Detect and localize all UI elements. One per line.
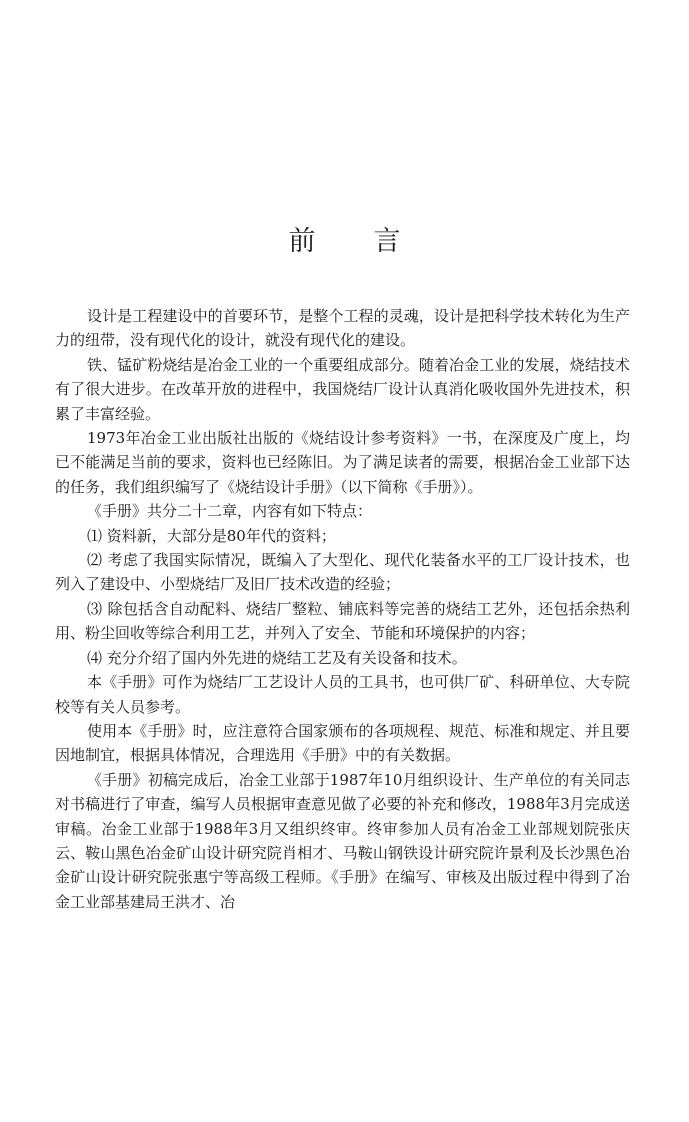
paragraph-audience: 本《手册》可作为烧结厂工艺设计人员的工具书，也可供厂矿、科研单位、大专院校等有关人员参考。 [55,673,630,716]
paragraph-features-intro: 《手册》共分二十二章，内容有如下特点： [87,502,373,521]
title-char-1: 前 [288,226,316,257]
title-char-2: 言 [373,226,401,257]
paragraph-review-history: 《手册》初稿完成后，冶金工业部于1987年10月组织设计、生产单位的有关同志对书稿进行了审查，编写人员根据审查意见做了必要的补充和修改，1988年3月完成送审稿。冶金工业部于1988年3月又组织终审。终审参加人员有冶金工业部规划院张庆云、鞍山黑色冶金矿山设计研究院肖相才、马鞍山钢铁设计研究院许景利及长沙黑色冶金矿山设计研究院张惠宁等高级工程师。《手册》在编写、审核及出版过程中得到了冶金工业部基建局王洪才、冶 [55,770,630,911]
paragraph-design-intro: 设计是工程建设中的首要环节，是整个工程的灵魂，设计是把科学技术转化为生产力的纽带，没有现代化的设计，就没有现代化的建设。 [55,307,630,350]
paragraph-sintering-importance: 铁、锰矿粉烧结是冶金工业的一个重要组成部分。随着冶金工业的发展，烧结技术有了很大进步。在改革开放的进程中，我国烧结厂设计认真消化吸收国外先进技术，积累了丰富经验。 [55,355,630,423]
page-title [0,222,689,262]
paragraph-usage-note: 使用本《手册》时，应注意符合国家颁布的各项规程、规范、标准和规定、并且要因地制宜，根据具体情况，合理选用《手册》中的有关数据。 [55,721,630,765]
paragraph-feature-2: ⑵ 考虑了我国实际情况，既编入了大型化、现代化装备水平的工厂设计技术，也列入了建设中、小型烧结厂及旧厂技术改造的经验； [55,551,630,594]
paragraph-book-history: 1973年冶金工业出版社出版的《烧结设计参考资料》一书，在深度及广度上，均已不能满足当前的要求，资料也已经陈旧。为了满足读者的需要，根据冶金工业部下达的任务，我们组织编写了《烧结设计手册》（以下简称《手册》）。 [55,429,630,496]
paragraph-feature-3: ⑶ 除包括含自动配料、烧结厂整粒、铺底料等完善的烧结工艺外，还包括余热利用、粉尘回收等综合利用工艺，并列入了安全、节能和环境保护的内容； [55,599,630,643]
body-text [55,304,630,914]
paragraph-feature-4: ⑷ 充分介绍了国内外先进的烧结工艺及有关设备和技术。 [87,648,467,667]
paragraph-feature-1: ⑴ 资料新，大部分是80年代的资料； [87,526,336,545]
